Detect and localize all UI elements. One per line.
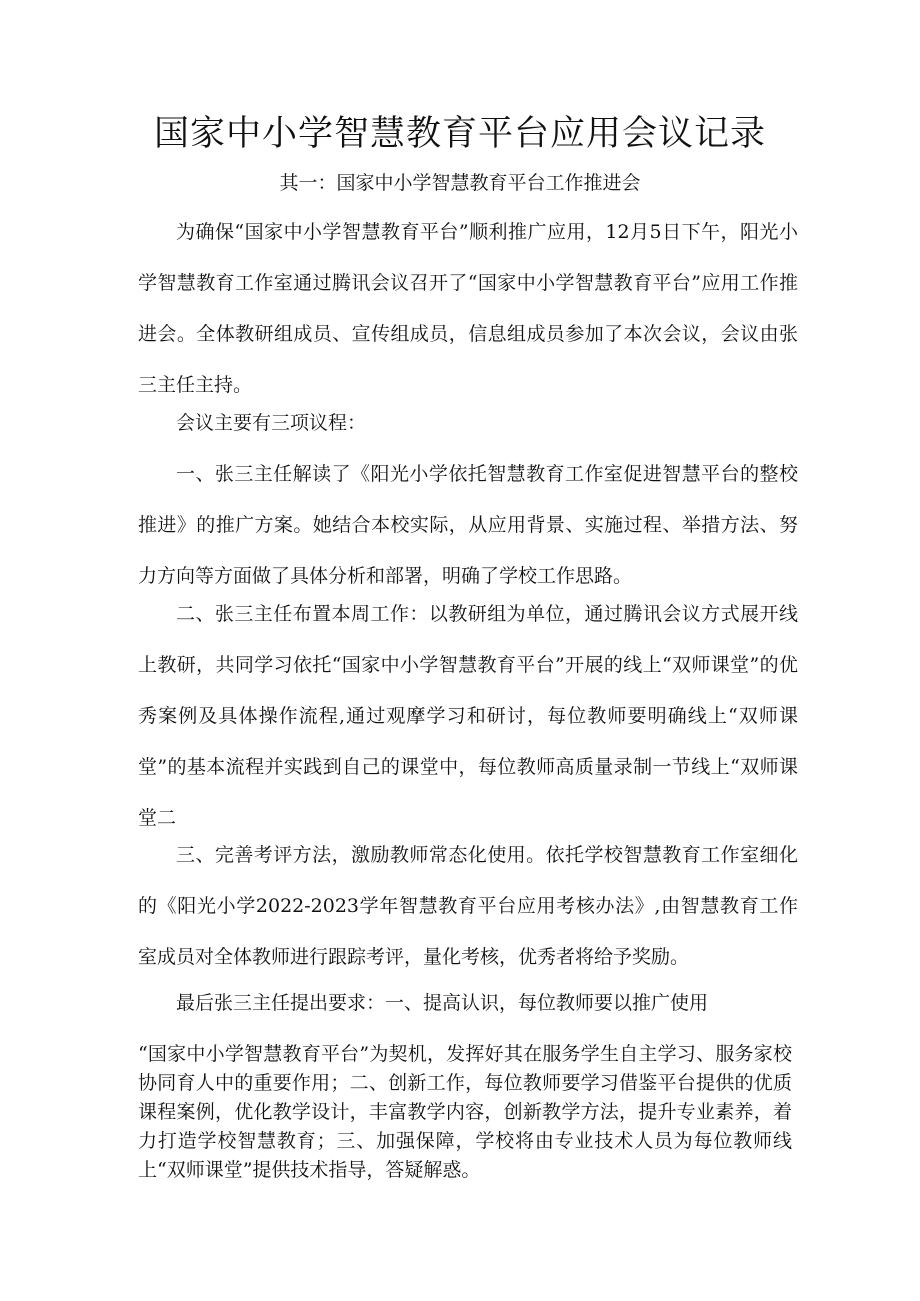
document-subtitle: 其一：国家中小学智慧教育平台工作推进会	[279, 172, 641, 194]
document-title: 国家中小学智慧教育平台应用会议记录	[153, 114, 766, 154]
paragraph-agenda-heading: 会议主要有三项议程：	[176, 412, 367, 434]
paragraph-agenda-item-1: 一、张三主任解读了《阳光小学依托智慧教育工作室促进智慧平台的整校推进》的推广方案。她结合本校实际，从应用背景、实施过程、举措方法、努力方向等方面做了具体分析和部署，明确了学校工作思路。	[138, 463, 798, 587]
paragraph-intro: 为确保“国家中小学智慧教育平台”顺利推广应用，12月5日下午，阳光小学智慧教育工作室通过腾讯会议召开了“国家中小学智慧教育平台”应用工作推进会。全体教研组成员、宣传组成员，信息组成员参加了本次会议，会议由张三主任主持。	[138, 221, 798, 396]
paragraph-requirements-lead: 最后张三主任提出要求：一、提高认识，每位教师要以推广使用	[176, 992, 709, 1014]
paragraph-requirements-body: “国家中小学智慧教育平台”为契机，发挥好其在服务学生自主学习、服务家校协同育人中的重要作用；二、创新工作，每位教师要学习借鉴平台提供的优质课程案例，优化教学设计，丰富教学内容，创新教学方法，提升专业素养，着力打造学校智慧教育；三、加强保障，学校将由专业技术人员为每位教师线上“双师课堂”提供技术指导，答疑解惑。	[138, 1043, 792, 1181]
paragraph-agenda-item-3: 三、完善考评方法，激励教师常态化使用。依托学校智慧教育工作室细化的《阳光小学2022-2023学年智慧教育平台应用考核办法》,由智慧教育工作室成员对全体教师进行跟踪考评，量化考核，优秀者将给予奖励。	[138, 844, 798, 968]
paragraph-agenda-item-2: 二、张三主任布置本周工作：以教研组为单位，通过腾讯会议方式展开线上教研，共同学习依托“国家中小学智慧教育平台”开展的线上“双师课堂”的优秀案例及具体操作流程,通过观摩学习和研讨，每位教师要明确线上“双师课堂”的基本流程并实践到自己的课堂中，每位教师高质量录制一节线上“双师课堂二	[138, 603, 798, 829]
